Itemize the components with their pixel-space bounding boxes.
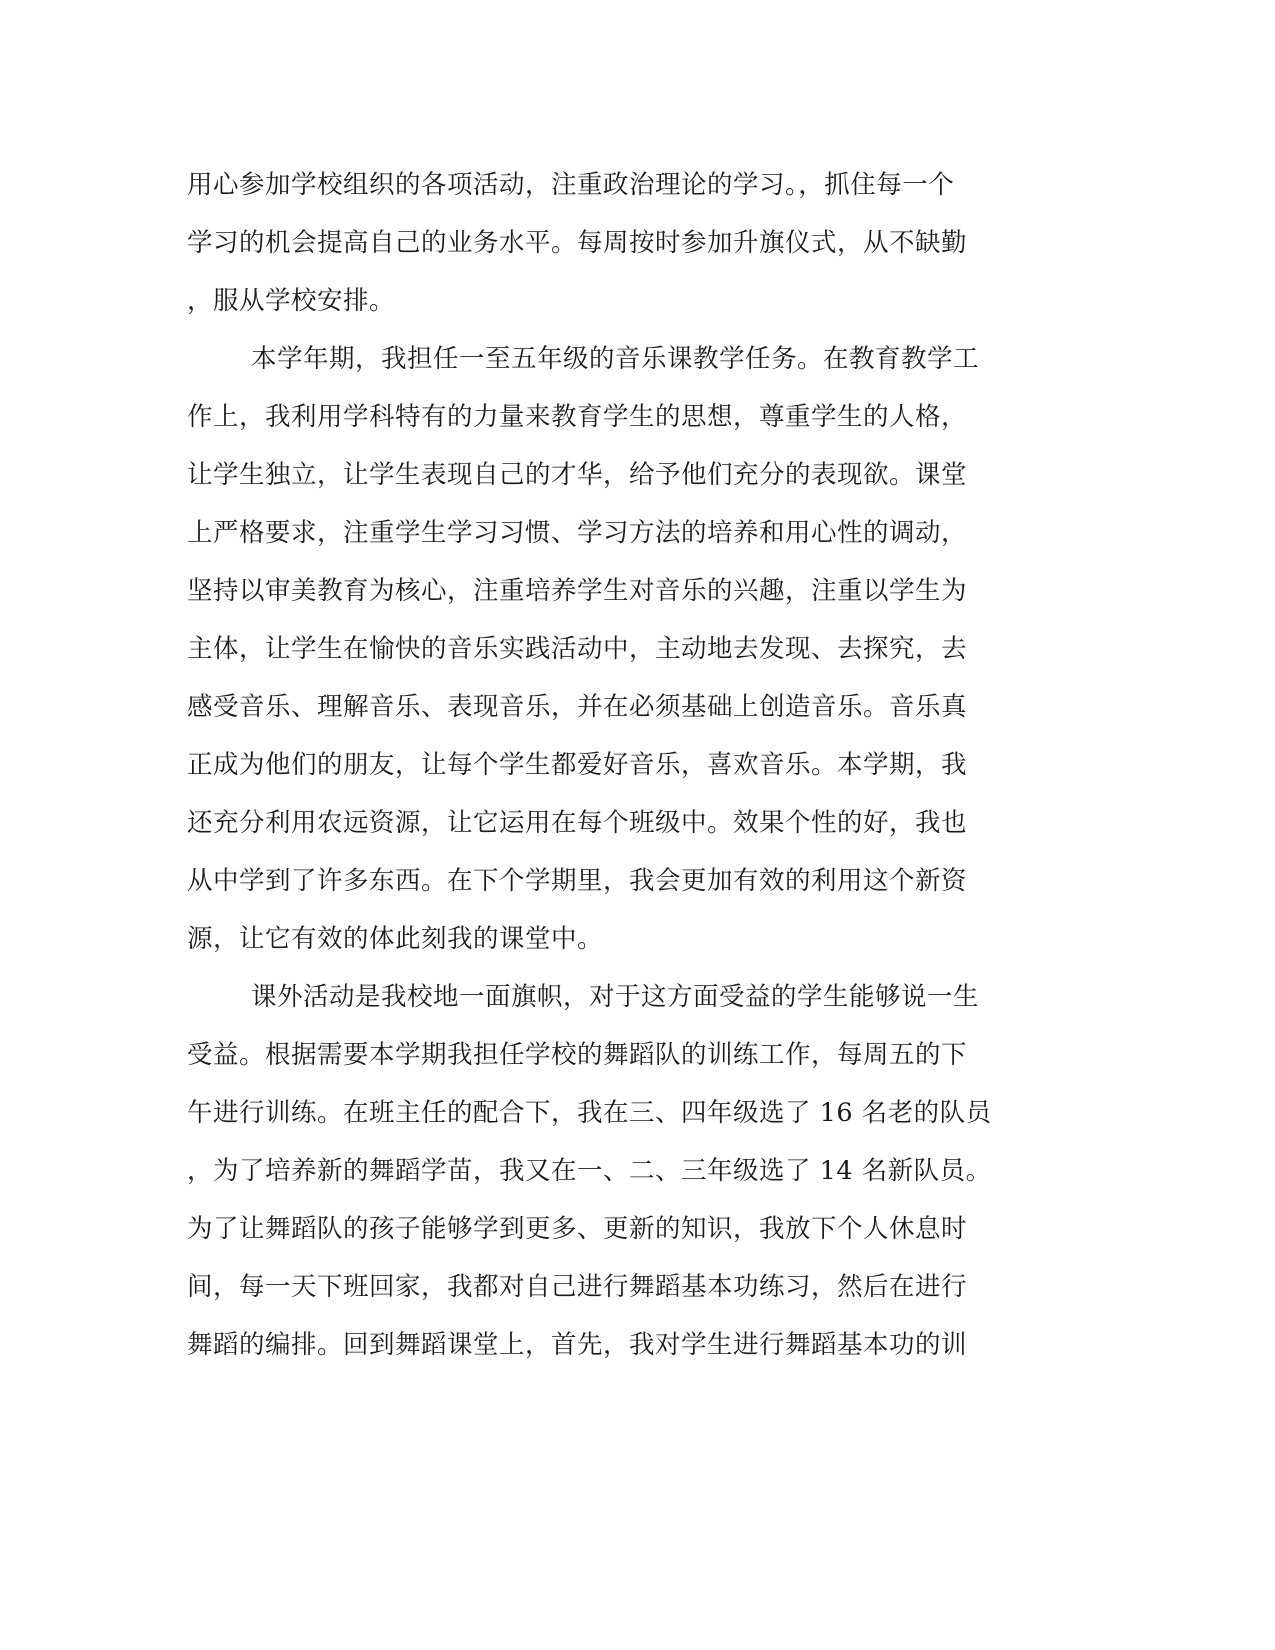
text-line: 让学生独立，让学生表现自己的才华，给予他们充分的表现欲。课堂	[187, 460, 968, 490]
text-line: 间，每一天下班回家，我都对自己进行舞蹈基本功练习，然后在进行	[187, 1272, 968, 1302]
text-line: 还充分利用农远资源，让它运用在每个班级中。效果个性的好，我也	[187, 808, 968, 838]
paragraph-first-line: 课外活动是我校地一面旗帜，对于这方面受益的学生能够说一生	[251, 982, 980, 1012]
text-line: 学习的机会提高自己的业务水平。每周按时参加升旗仪式，从不缺勤	[187, 228, 968, 258]
text-line: 从中学到了许多东西。在下个学期里，我会更加有效的利用这个新资	[187, 866, 968, 896]
text-line: 作上，我利用学科特有的力量来教育学生的思想，尊重学生的人格，	[187, 402, 968, 432]
text-line: 源，让它有效的体此刻我的课堂中。	[187, 924, 604, 954]
text-line: 坚持以审美教育为核心，注重培养学生对音乐的兴趣，注重以学生为	[187, 576, 968, 606]
text-line: 为了让舞蹈队的孩子能够学到更多、更新的知识，我放下个人休息时	[187, 1214, 968, 1244]
text-line: 午进行训练。在班主任的配合下，我在三、四年级选了 16 名老的队员	[187, 1098, 992, 1128]
text-line: 正成为他们的朋友，让每个学生都爱好音乐，喜欢音乐。本学期，我	[187, 750, 968, 780]
paragraph-first-line: 本学年期，我担任一至五年级的音乐课教学任务。在教育教学工	[251, 344, 980, 374]
text-line: 用心参加学校组织的各项活动，注重政治理论的学习。，抓住每一个	[187, 170, 955, 200]
text-line: 主体，让学生在愉快的音乐实践活动中，主动地去发现、去探究，去	[187, 634, 968, 664]
text-line: ，服从学校安排。	[187, 286, 396, 316]
text-line: 舞蹈的编排。回到舞蹈课堂上，首先，我对学生进行舞蹈基本功的训	[187, 1330, 968, 1360]
text-line: ，为了培养新的舞蹈学苗，我又在一、二、三年级选了 14 名新队员。	[187, 1156, 992, 1186]
text-line: 受益。根据需要本学期我担任学校的舞蹈队的训练工作，每周五的下	[187, 1040, 968, 1070]
text-line: 上严格要求，注重学生学习习惯、学习方法的培养和用心性的调动，	[187, 518, 968, 548]
text-line: 感受音乐、理解音乐、表现音乐，并在必须基础上创造音乐。音乐真	[187, 692, 968, 722]
